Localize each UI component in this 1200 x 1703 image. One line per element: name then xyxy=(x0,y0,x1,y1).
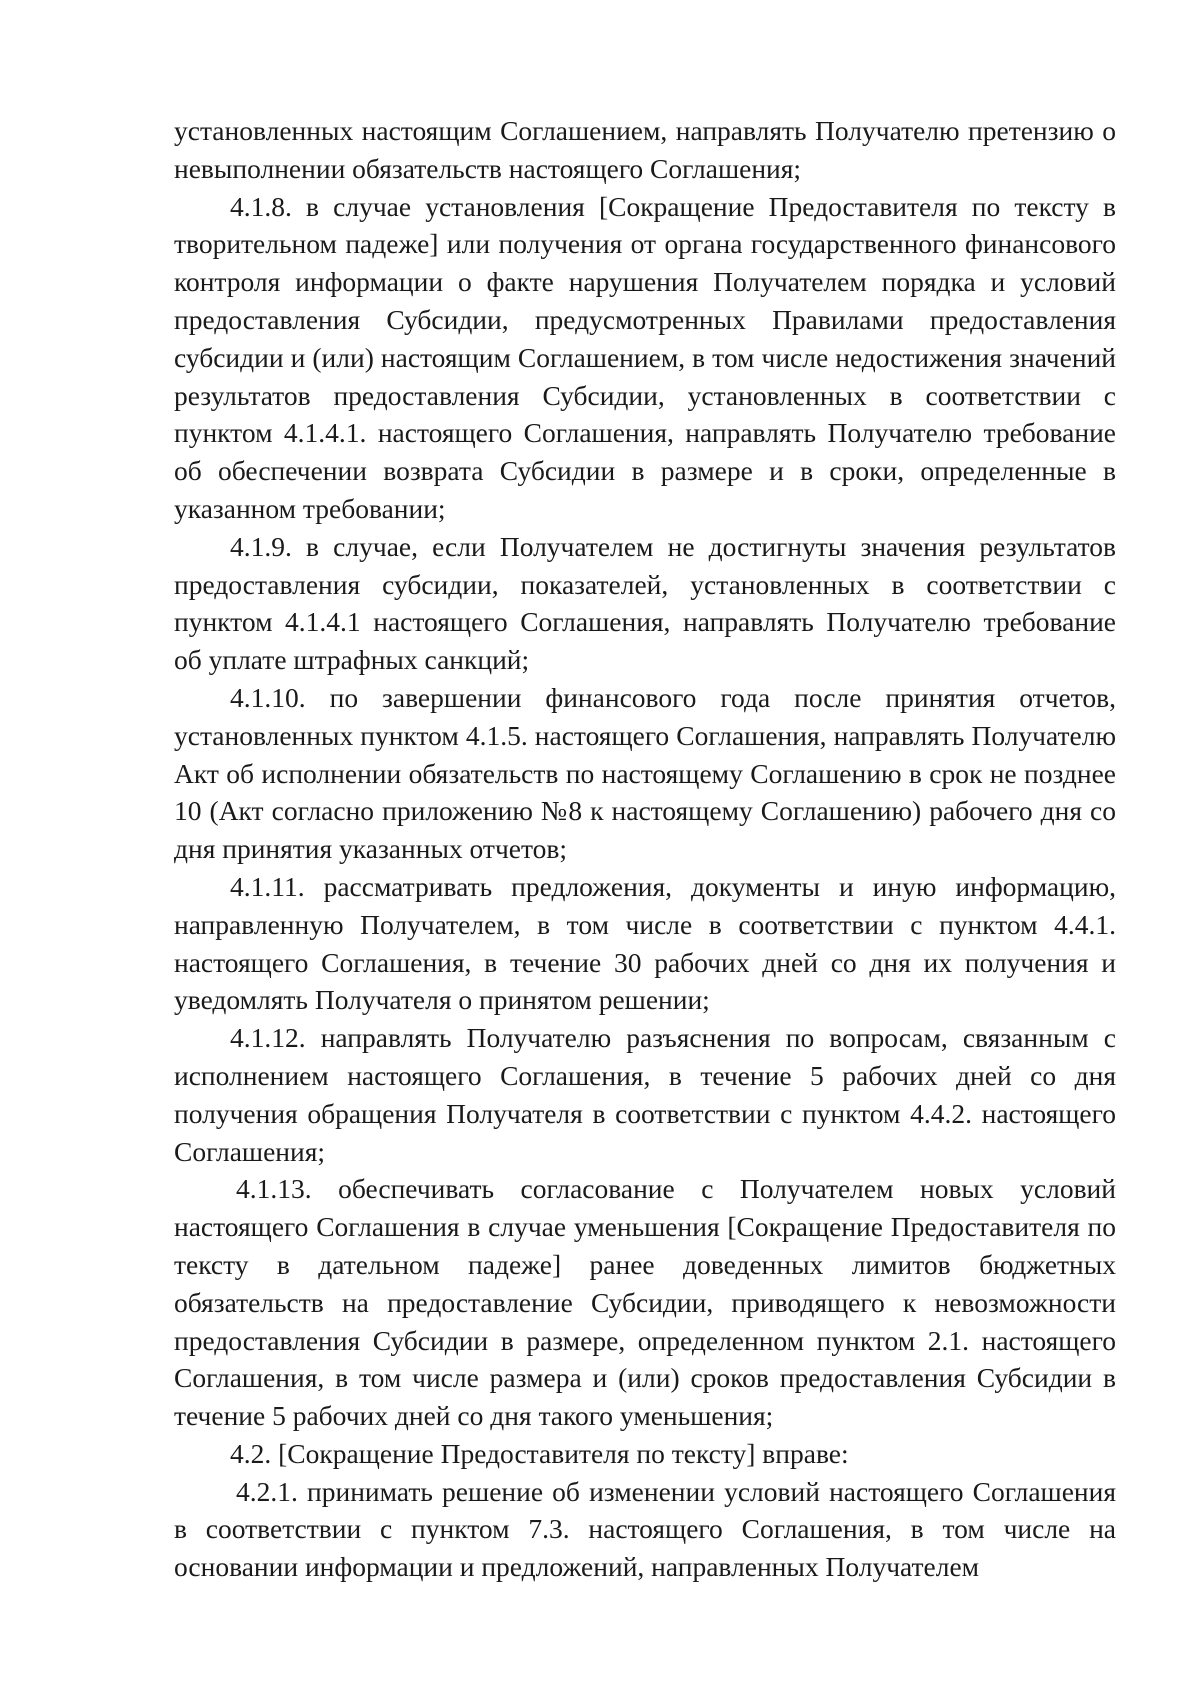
paragraph-4-1-10: 4.1.10. по завершении финансового года после принятия отчетов, установленных пунктом 4.1.5. настоящего Соглашения, направлять Получателю Акт об исполнении обязательств по настоящему Соглашению в срок не позднее 10 (Акт согласно приложению №8 к настоящему Соглашению) рабочего дня со дня принятия указанных отчетов; xyxy=(174,681,1116,865)
paragraph-4-1-13: 4.1.13. обеспечивать согласование с Получателем новых условий настоящего Соглашения в случае уменьшения [Сокращение Предоставителя по тексту в дательном падеже] ранее доведенных лимитов бюджетных обязательств на предоставление Субсидии, приводящего к невозможности предоставления Субсидии в размере, определенном пунктом 2.1. настоящего Соглашения, в том числе размера и (или) сроков предоставления Субсидии в течение 5 рабочих дней со дня такого уменьшения; xyxy=(174,1173,1116,1432)
paragraph-4-2: 4.2. [Сокращение Предоставителя по тексту] вправе: xyxy=(230,1437,849,1469)
paragraph-4-1-8: 4.1.8. в случае установления [Сокращение Предоставителя по тексту в творительном падеже] или получения от органа государственного финансового контроля информации о факте нарушения Получателем порядка и условий предоставления Субсидии, предусмотренных Правилами предоставления субсидии и (или) настоящим Соглашением, в том числе недостижения значений результатов предоставления Субсидии, установленных в соответствии с пунктом 4.1.4.1. настоящего Соглашения, направлять Получателю требование об обеспечении возврата Субсидии в размере и в сроки, определенные в указанном требовании; xyxy=(174,190,1116,524)
document-body xyxy=(174,112,1116,1586)
paragraph-continuation: установленных настоящим Соглашением, направлять Получателю претензию о невыполнении обязательств настоящего Соглашения; xyxy=(174,115,1116,184)
paragraph-4-1-11: 4.1.11. рассматривать предложения, документы и иную информацию, направленную Получателем, в том числе в соответствии с пунктом 4.4.1. настоящего Соглашения, в течение 30 рабочих дней со дня их получения и уведомлять Получателя о принятом решении; xyxy=(174,870,1116,1016)
paragraph-4-1-9: 4.1.9. в случае, если Получателем не достигнуты значения результатов предоставления субсидии, показателей, установленных в соответствии с пунктом 4.1.4.1 настоящего Соглашения, направлять Получателю требование об уплате штрафных санкций; xyxy=(174,530,1116,676)
paragraph-4-2-1: 4.2.1. принимать решение об изменении условий настоящего Соглашения в соответствии с пунктом 7.3. настоящего Соглашения, в том числе на основании информации и предложений, направленных Получателем xyxy=(174,1475,1116,1583)
paragraph-4-1-12: 4.1.12. направлять Получателю разъяснения по вопросам, связанным с исполнением настоящего Соглашения, в течение 5 рабочих дней со дня получения обращения Получателя в соответствии с пунктом 4.4.2. настоящего Соглашения; xyxy=(174,1022,1116,1167)
